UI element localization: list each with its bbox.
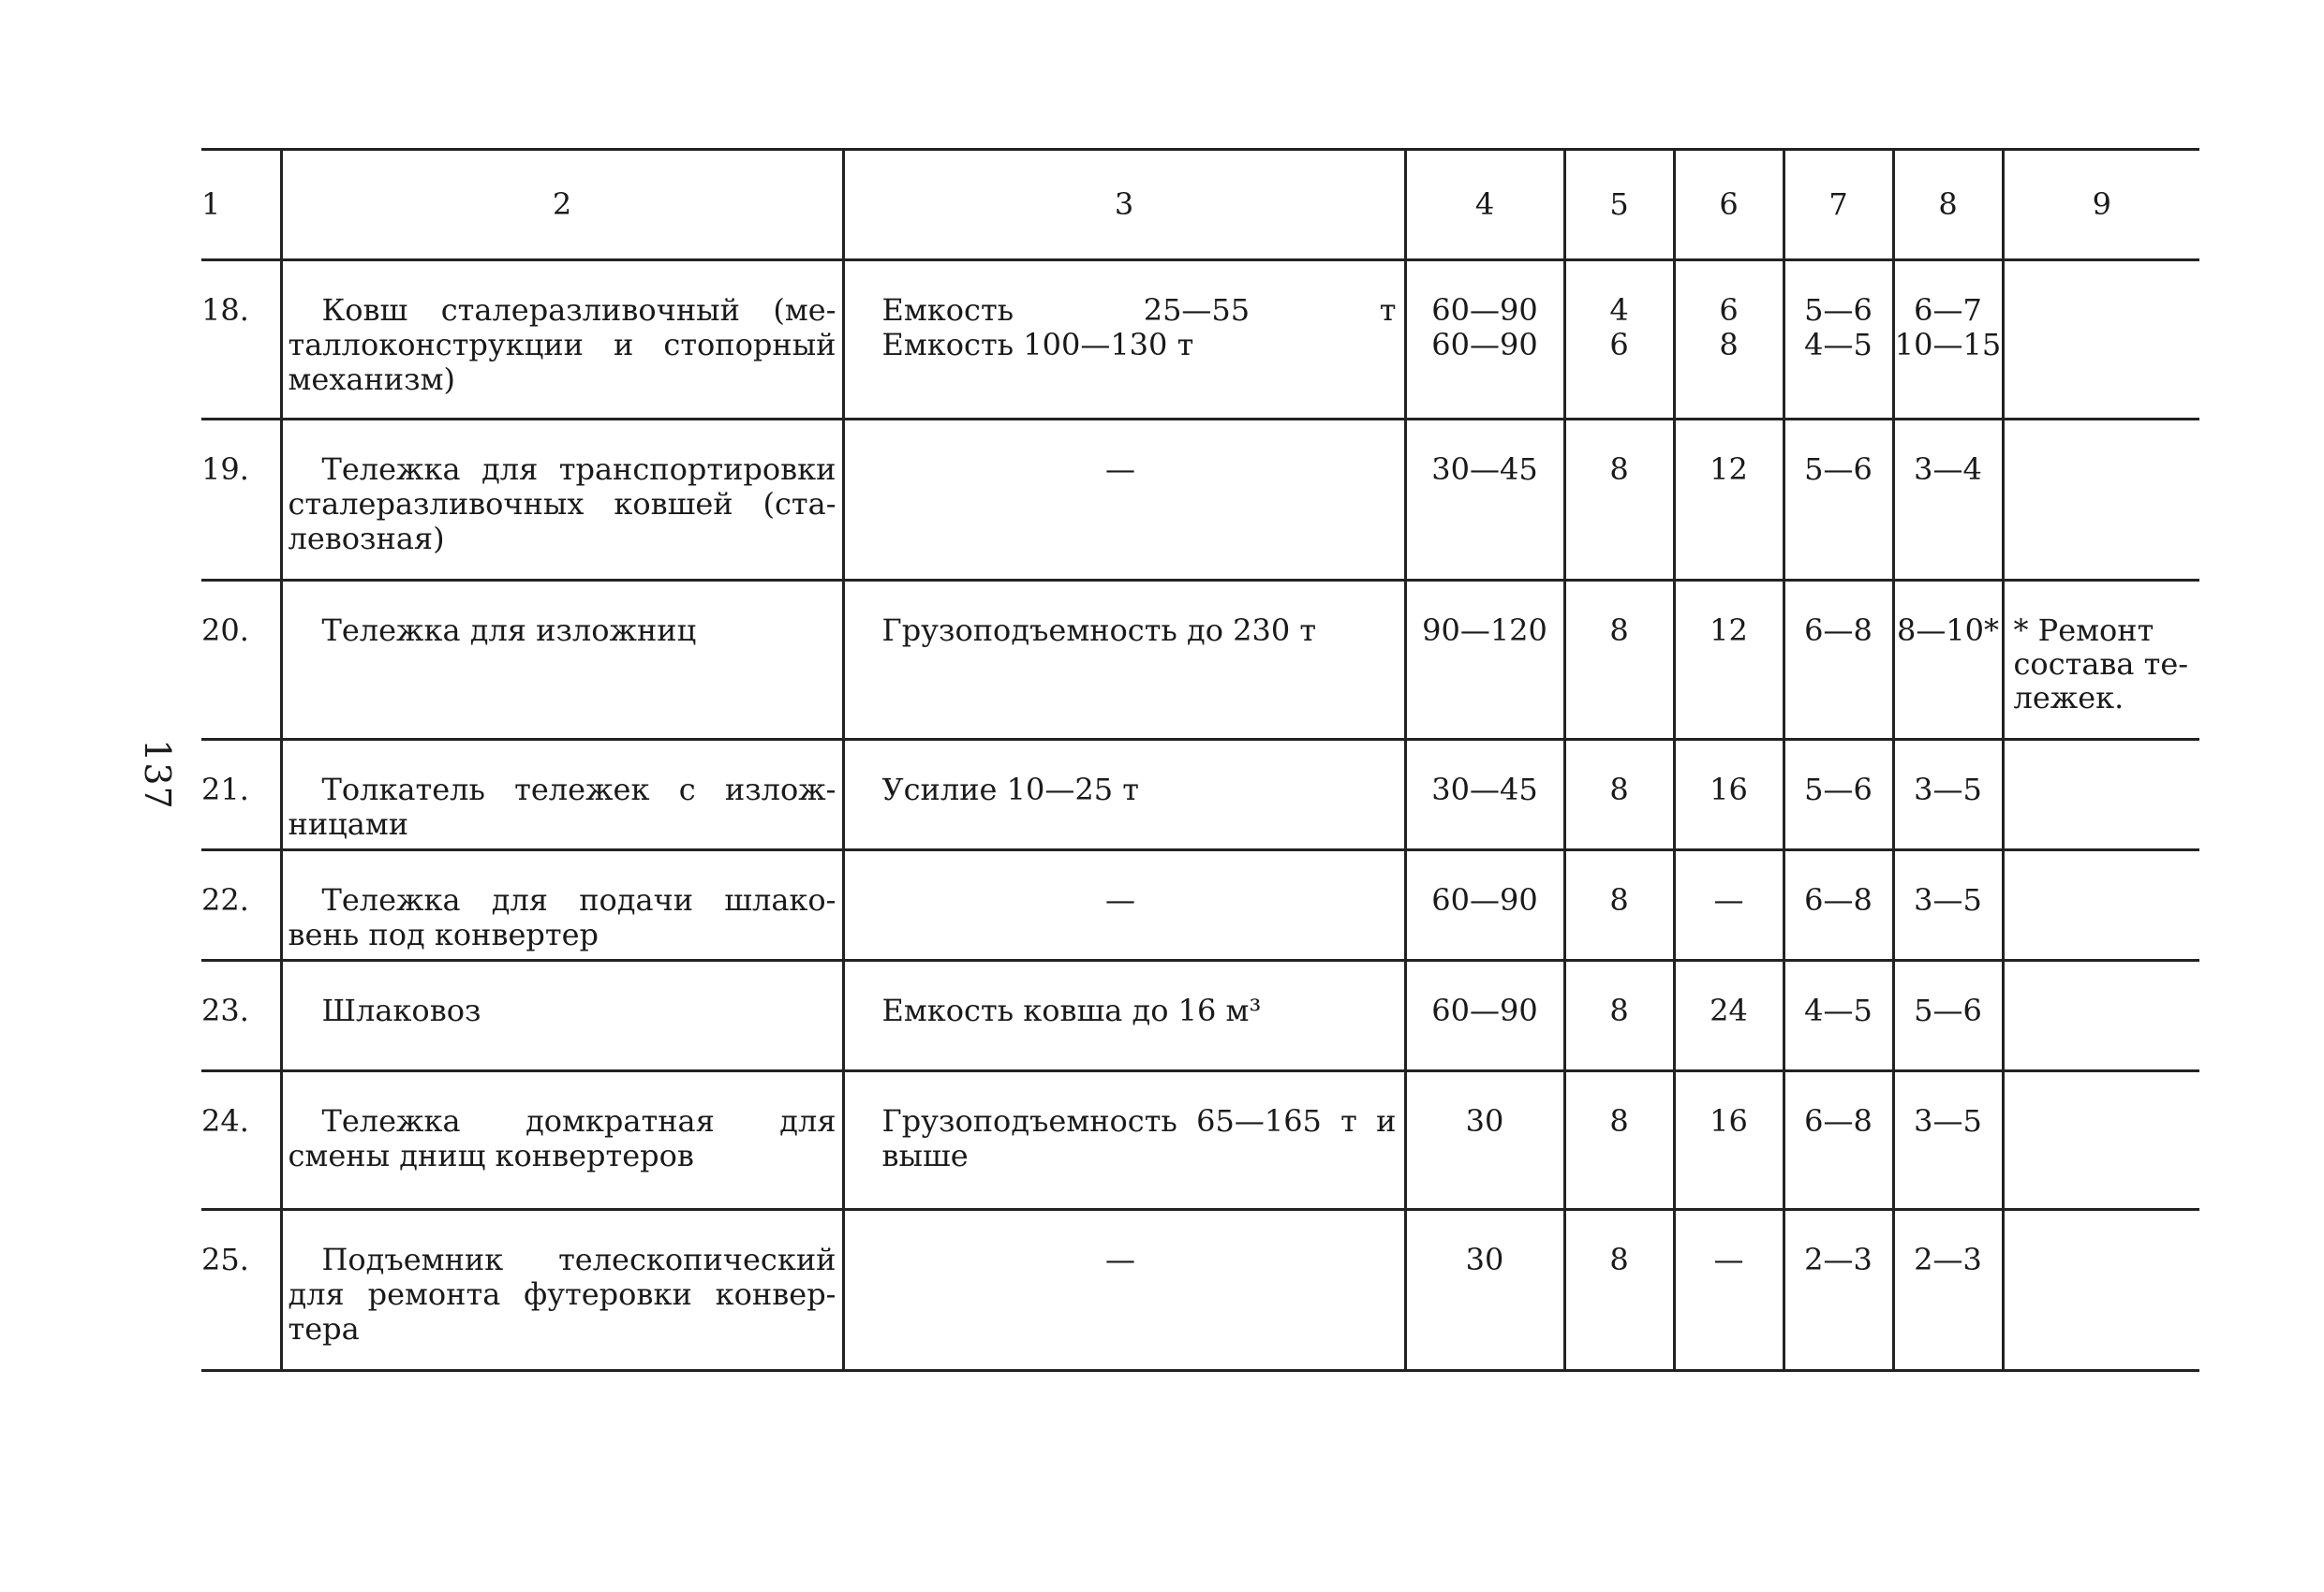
note-line: состава те-: [2013, 646, 2189, 682]
value-col-4-line: 30—45: [1431, 772, 1538, 807]
characteristic-line: Емкость 25—55 т: [881, 292, 1397, 328]
value-col-7-line: 5—6: [1804, 772, 1873, 807]
equipment-name-line: Тележка для изложниц: [321, 612, 697, 648]
row-number: 25.: [201, 1210, 281, 1371]
characteristic-line: Грузоподъемность до 230 т: [881, 612, 1317, 648]
value-col-5-line: 8: [1609, 451, 1629, 487]
equipment-name-line: левозная): [288, 521, 445, 556]
value-col-8: [1893, 260, 2003, 420]
value-col-6-line: 24: [1710, 993, 1748, 1028]
value-col-6-line: —: [1713, 1242, 1744, 1277]
value-col-6-line: 12: [1710, 612, 1748, 648]
equipment-name-line: Тележка для транспортировки: [321, 451, 836, 487]
value-col-5: [1564, 1071, 1674, 1210]
row-number: 21.: [201, 740, 281, 850]
value-col-7: [1784, 961, 1893, 1071]
value-col-4: [1405, 740, 1564, 850]
row-number: 22.: [201, 850, 281, 961]
characteristic: [843, 961, 1405, 1071]
equipment-name: [281, 1071, 843, 1210]
value-col-5-line: 8: [1609, 772, 1629, 807]
note: [2003, 420, 2199, 581]
value-col-7-line: 4—5: [1804, 993, 1873, 1028]
value-col-8: [1893, 581, 2003, 740]
value-col-6: [1674, 1210, 1784, 1371]
value-col-4-line: 30: [1465, 1103, 1504, 1139]
value-col-4-line: 60—90: [1431, 292, 1538, 328]
value-col-6: [1674, 850, 1784, 961]
equipment-name: [281, 420, 843, 581]
header-col-8: 8: [1893, 150, 2003, 260]
header-row: [201, 150, 2199, 260]
value-col-5-line: 8: [1609, 612, 1629, 648]
value-col-6-line: 12: [1710, 451, 1748, 487]
value-col-6: [1674, 260, 1784, 420]
value-col-4-line: 90—120: [1422, 612, 1547, 648]
value-col-7: [1784, 260, 1893, 420]
value-col-7: [1784, 420, 1893, 581]
equipment-name: [281, 740, 843, 850]
row-number: 18.: [201, 260, 281, 420]
equipment-name: [281, 581, 843, 740]
header-col-1: 1: [201, 150, 281, 260]
characteristic-line: Грузоподъемность 65—165 т и: [881, 1103, 1397, 1139]
value-col-6-line: 16: [1710, 772, 1748, 807]
value-col-7: [1784, 740, 1893, 850]
value-col-8: [1893, 850, 2003, 961]
value-col-4: [1405, 850, 1564, 961]
equipment-name-line: Тележка для подачи шлако-: [321, 882, 836, 918]
row-number: 19.: [201, 420, 281, 581]
value-col-5: [1564, 420, 1674, 581]
characteristic-line: Усилие 10—25 т: [881, 772, 1139, 807]
characteristic-line: —: [1105, 1242, 1135, 1277]
value-col-5-line: 6: [1609, 327, 1629, 362]
equipment-table: [201, 148, 2199, 1372]
value-col-8-line: 10—15: [1894, 327, 2002, 362]
value-col-6: [1674, 1071, 1784, 1210]
value-col-6-line: 8: [1719, 327, 1739, 362]
value-col-6: [1674, 420, 1784, 581]
value-col-6-line: 16: [1710, 1103, 1748, 1139]
value-col-5: [1564, 1210, 1674, 1371]
equipment-name-line: Шлаковоз: [321, 993, 481, 1028]
header-col-2: 2: [281, 150, 843, 260]
value-col-4-line: 60—90: [1431, 993, 1538, 1028]
characteristic: [843, 420, 1405, 581]
value-col-6-line: 6: [1719, 292, 1739, 328]
value-col-5: [1564, 260, 1674, 420]
characteristic-line: —: [1105, 451, 1135, 487]
value-col-8-line: 6—7: [1914, 292, 1982, 328]
equipment-name-line: таллоконструкции и стопорный: [288, 327, 836, 362]
header-col-3: 3: [843, 150, 1405, 260]
table-row: [201, 740, 2199, 850]
value-col-7: [1784, 581, 1893, 740]
value-col-7-line: 6—8: [1804, 612, 1873, 648]
table-row: [201, 260, 2199, 420]
value-col-4: [1405, 420, 1564, 581]
value-col-4-line: 30—45: [1431, 451, 1538, 487]
value-col-8-line: 3—5: [1914, 882, 1982, 918]
page-number: 137: [136, 739, 178, 810]
table-row: [201, 961, 2199, 1071]
value-col-8-line: 2—3: [1914, 1242, 1982, 1277]
value-col-4: [1405, 1071, 1564, 1210]
value-col-8: [1893, 1071, 2003, 1210]
value-col-5-line: 8: [1609, 1103, 1629, 1139]
equipment-name-line: тера: [288, 1311, 360, 1347]
table-row: [201, 581, 2199, 740]
table-row: [201, 420, 2199, 581]
value-col-8: [1893, 1210, 2003, 1371]
value-col-8-line: 3—5: [1914, 772, 1982, 807]
value-col-4-line: 30: [1465, 1242, 1504, 1277]
equipment-name-line: смены днищ конвертеров: [288, 1138, 694, 1173]
row-number: 20.: [201, 581, 281, 740]
value-col-5-line: 8: [1609, 993, 1629, 1028]
value-col-8-line: 8—10*: [1896, 612, 2000, 648]
value-col-4: [1405, 1210, 1564, 1371]
value-col-5-line: 8: [1609, 1242, 1629, 1277]
value-col-8: [1893, 740, 2003, 850]
header-col-6: 6: [1674, 150, 1784, 260]
value-col-5-line: 8: [1609, 882, 1629, 918]
value-col-8: [1893, 961, 2003, 1071]
note: [2003, 1071, 2199, 1210]
equipment-name: [281, 850, 843, 961]
value-col-4: [1405, 961, 1564, 1071]
value-col-7-line: 5—6: [1804, 451, 1873, 487]
equipment-name-line: Тележка домкратная для: [321, 1103, 836, 1139]
value-col-7-line: 6—8: [1804, 882, 1873, 918]
value-col-7: [1784, 1210, 1893, 1371]
value-col-7: [1784, 1071, 1893, 1210]
equipment-name: [281, 260, 843, 420]
row-number: 23.: [201, 961, 281, 1071]
characteristic: [843, 850, 1405, 961]
header-col-7: 7: [1784, 150, 1893, 260]
equipment-name-line: ницами: [288, 806, 409, 842]
equipment-name-line: Подъемник телескопический: [321, 1242, 836, 1277]
note: [2003, 260, 2199, 420]
value-col-5: [1564, 961, 1674, 1071]
value-col-4-line: 60—90: [1431, 327, 1538, 362]
characteristic: [843, 260, 1405, 420]
equipment-name: [281, 961, 843, 1071]
value-col-7-line: 6—8: [1804, 1103, 1873, 1139]
characteristic-line: —: [1105, 882, 1135, 918]
value-col-6: [1674, 961, 1784, 1071]
value-col-7-line: 4—5: [1804, 327, 1873, 362]
value-col-8-line: 5—6: [1914, 993, 1982, 1028]
header-col-5: 5: [1564, 150, 1674, 260]
equipment-name-line: вень под конвертер: [288, 917, 599, 952]
value-col-4: [1405, 581, 1564, 740]
characteristic-line: выше: [881, 1138, 969, 1173]
value-col-8-line: 3—4: [1914, 451, 1982, 487]
value-col-7-line: 2—3: [1804, 1242, 1873, 1277]
note-line: * Ремонт: [2013, 612, 2154, 648]
value-col-5-line: 4: [1609, 292, 1629, 328]
equipment-name-line: Толкатель тележек с излож-: [321, 772, 836, 807]
value-col-5: [1564, 850, 1674, 961]
row-number: 24.: [201, 1071, 281, 1210]
note: [2003, 740, 2199, 850]
note-line: лежек.: [2013, 680, 2124, 715]
table-row: [201, 1210, 2199, 1371]
value-col-5: [1564, 581, 1674, 740]
characteristic: [843, 1210, 1405, 1371]
note: [2003, 961, 2199, 1071]
characteristic-line: Емкость 100—130 т: [881, 327, 1194, 362]
characteristic: [843, 581, 1405, 740]
characteristic-line: Емкость ковша до 16 м³: [881, 993, 1262, 1028]
equipment-name-line: механизм): [288, 361, 455, 397]
equipment-name-line: для ремонта футеровки конвер-: [288, 1276, 836, 1312]
value-col-6: [1674, 581, 1784, 740]
header-col-9: 9: [2003, 150, 2199, 260]
table-row: [201, 1071, 2199, 1210]
table-row: [201, 850, 2199, 961]
value-col-5: [1564, 740, 1674, 850]
characteristic: [843, 740, 1405, 850]
value-col-6-line: —: [1713, 882, 1744, 918]
value-col-8: [1893, 420, 2003, 581]
header-col-4: 4: [1405, 150, 1564, 260]
note: [2003, 850, 2199, 961]
value-col-7-line: 5—6: [1804, 292, 1873, 328]
value-col-4-line: 60—90: [1431, 882, 1538, 918]
note: [2003, 1210, 2199, 1371]
value-col-7: [1784, 850, 1893, 961]
equipment-name-line: сталеразливочных ковшей (ста-: [288, 486, 836, 522]
note: [2003, 581, 2199, 740]
equipment-name: [281, 1210, 843, 1371]
value-col-8-line: 3—5: [1914, 1103, 1982, 1139]
value-col-4: [1405, 260, 1564, 420]
value-col-6: [1674, 740, 1784, 850]
equipment-name-line: Ковш сталеразливочный (ме-: [321, 292, 836, 328]
characteristic: [843, 1071, 1405, 1210]
